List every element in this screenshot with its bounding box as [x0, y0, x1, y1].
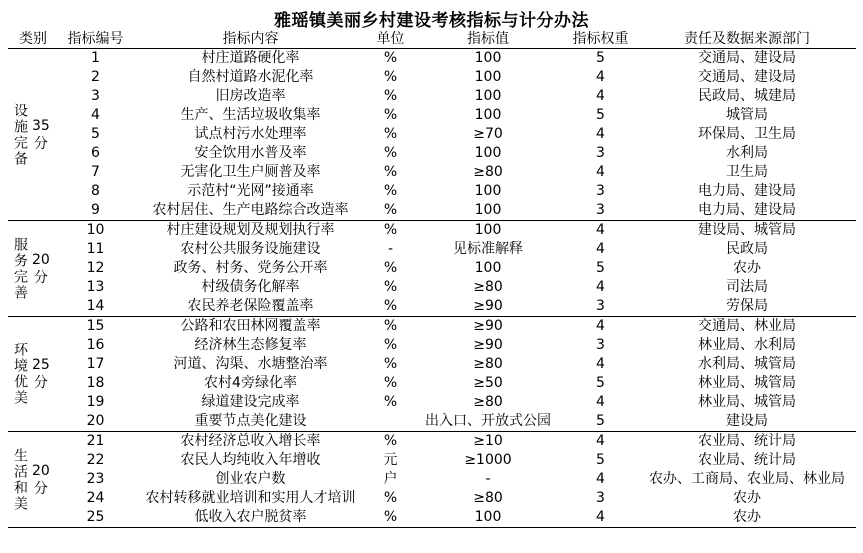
category-score-number: 35 — [32, 117, 50, 134]
header-unit: 单位 — [368, 28, 413, 49]
indicator-weight: 4 — [596, 222, 605, 238]
table-row — [8, 297, 856, 317]
indicator-weight: 3 — [596, 490, 605, 506]
indicator-value: 100 — [474, 260, 502, 276]
table-row — [8, 489, 856, 508]
indicator-value: 100 — [474, 183, 502, 199]
table-row — [8, 163, 856, 182]
category-label: 生活和美 — [12, 447, 28, 512]
indicator-number: 17 — [86, 356, 105, 372]
indicator-value: 100 — [474, 222, 502, 238]
responsible-department: 林业局、水利局 — [698, 337, 796, 353]
indicator-number: 14 — [58, 297, 133, 317]
indicator-value: 100 — [413, 508, 563, 528]
indicator-content: 低收入农户脱贫率 — [133, 508, 368, 528]
table-row — [8, 355, 856, 374]
indicator-unit: % — [383, 183, 398, 199]
indicator-unit: % — [383, 318, 398, 334]
indicator-number: 16 — [86, 337, 105, 353]
responsible-department: 交通局、林业局 — [698, 318, 796, 334]
indicator-weight: 4 — [596, 88, 605, 104]
indicator-unit: % — [383, 337, 398, 353]
indicator-unit: % — [383, 69, 398, 85]
indicator-number: 3 — [91, 88, 100, 104]
indicator-unit: % — [368, 201, 413, 221]
indicator-weight: 3 — [596, 337, 605, 353]
indicator-value: 100 — [474, 107, 502, 123]
category-cell — [8, 49, 58, 221]
category-cell — [8, 221, 58, 317]
indicator-weight: 4 — [596, 471, 605, 487]
indicator-content: 农民人均纯收入年增收 — [180, 452, 321, 468]
indicator-weight: 4 — [596, 279, 605, 295]
indicator-value: 100 — [474, 88, 502, 104]
indicator-content: 农民养老保险覆盖率 — [133, 297, 368, 317]
indicator-number: 9 — [58, 201, 133, 221]
table-row — [8, 182, 856, 201]
indicator-value: ≥90 — [473, 337, 503, 353]
indicator-number: 10 — [86, 222, 105, 238]
category-score-unit: 分 — [33, 269, 48, 286]
responsible-department: 农业局、统计局 — [698, 433, 796, 449]
responsible-department: 农办 — [733, 260, 761, 276]
indicator-value: ≥80 — [473, 279, 503, 295]
indicator-number: 21 — [86, 433, 105, 449]
indicator-unit: 户 — [383, 471, 398, 487]
table-row — [8, 221, 856, 241]
header-department: 责任及数据来源部门 — [638, 28, 856, 49]
indicator-weight: 5 — [596, 260, 605, 276]
table-row — [8, 374, 856, 393]
document-title: 雅瑶镇美丽乡村建设考核指标与计分办法 — [274, 11, 589, 31]
table-row — [8, 201, 856, 221]
indicator-weight: 4 — [596, 69, 605, 85]
header-weight: 指标权重 — [563, 28, 638, 49]
indicator-weight: 3 — [563, 297, 638, 317]
indicator-value: 100 — [474, 145, 502, 161]
indicator-weight: 5 — [596, 452, 605, 468]
indicator-content: 无害化卫生户厕普及率 — [180, 164, 321, 180]
header-value: 指标值 — [413, 28, 563, 49]
indicator-value: ≥90 — [413, 297, 563, 317]
indicator-content: 河道、沟渠、水塘整治率 — [173, 356, 328, 372]
responsible-department: 林业局、城管局 — [698, 375, 796, 391]
indicator-weight: 4 — [596, 318, 605, 334]
indicator-weight: 4 — [596, 241, 605, 257]
indicator-value: ≥90 — [473, 318, 503, 334]
indicator-number: 8 — [91, 183, 100, 199]
table-row — [8, 432, 856, 452]
indicator-value: ≥80 — [473, 356, 503, 372]
indicator-unit: % — [383, 394, 398, 410]
table-row — [8, 470, 856, 489]
category-score — [32, 251, 50, 287]
indicator-content: 经济林生态修复率 — [194, 337, 307, 353]
responsible-department: 民政局 — [726, 241, 768, 257]
indicator-weight: 4 — [596, 126, 605, 142]
table-row — [8, 508, 856, 528]
responsible-department: 水利局、城管局 — [698, 356, 796, 372]
table-row — [8, 278, 856, 297]
responsible-department: 民政局、城建局 — [698, 88, 796, 104]
table-row — [8, 240, 856, 259]
indicator-number: 11 — [86, 241, 105, 257]
category-cell — [8, 317, 58, 432]
indicator-number: 13 — [86, 279, 105, 295]
indicator-unit: % — [383, 88, 398, 104]
indicator-number: 19 — [86, 394, 105, 410]
responsible-department: 卫生局 — [726, 164, 768, 180]
indicator-content: 村庄建设规划及规划执行率 — [166, 222, 335, 238]
indicator-value: 出入口、开放式公园 — [413, 412, 563, 432]
table-row — [8, 259, 856, 278]
responsible-department: 建设局、城管局 — [698, 222, 796, 238]
responsible-department: 交通局、建设局 — [698, 50, 796, 66]
indicator-content: 农村转移就业培训和实用人才培训 — [145, 490, 356, 506]
indicator-unit: % — [383, 490, 398, 506]
category-score — [32, 462, 50, 498]
indicator-content: 安全饮用水普及率 — [194, 145, 307, 161]
indicator-weight: 4 — [596, 164, 605, 180]
indicator-unit: % — [383, 375, 398, 391]
indicator-content: 公路和农田林网覆盖率 — [180, 318, 321, 334]
indicator-number: 20 — [58, 412, 133, 432]
indicator-unit: % — [383, 107, 398, 123]
indicator-unit: % — [383, 260, 398, 276]
indicator-value: 100 — [474, 50, 502, 66]
indicator-content: 试点村污水处理率 — [194, 126, 307, 142]
indicator-content: 村级债务化解率 — [201, 279, 300, 295]
indicator-unit: % — [383, 50, 398, 66]
header-number: 指标编号 — [58, 28, 133, 49]
indicator-value: 100 — [474, 69, 502, 85]
indicator-number: 25 — [58, 508, 133, 528]
category-score-unit: 分 — [33, 135, 48, 152]
indicator-value: ≥1000 — [464, 452, 512, 468]
category-score-unit: 分 — [33, 375, 48, 391]
table-row — [8, 125, 856, 144]
table-row — [8, 336, 856, 355]
category-score-number: 20 — [32, 462, 50, 479]
indicator-content: 村庄道路硬化率 — [201, 50, 300, 66]
responsible-department: 城管局 — [726, 107, 768, 123]
category-label: 环境优美 — [12, 342, 28, 406]
responsible-department: 劳保局 — [638, 297, 856, 317]
indicator-content: 生产、生活垃圾收集率 — [180, 107, 321, 123]
indicator-weight: 5 — [596, 50, 605, 66]
indicator-value: ≥50 — [473, 375, 503, 391]
responsible-department: 农办、工商局、农业局、林业局 — [649, 471, 845, 487]
indicator-number: 1 — [91, 50, 100, 66]
indicator-content: 政务、村务、党务公开率 — [173, 260, 328, 276]
indicator-content: 自然村道路水泥化率 — [187, 69, 314, 85]
indicator-unit: % — [383, 356, 398, 372]
indicator-weight: 5 — [563, 412, 638, 432]
category-score-number: 20 — [32, 251, 50, 268]
responsible-department: 建设局 — [638, 412, 856, 432]
indicator-number: 24 — [86, 490, 105, 506]
indicator-number: 22 — [86, 452, 105, 468]
indicator-unit — [368, 412, 413, 432]
header-category: 类别 — [8, 28, 58, 49]
indicator-number: 5 — [91, 126, 100, 142]
indicator-value: 见标准解释 — [453, 241, 523, 257]
indicator-number: 15 — [86, 318, 105, 334]
indicator-value: 100 — [413, 201, 563, 221]
indicator-table — [8, 28, 856, 528]
header-row — [8, 28, 856, 49]
indicator-weight: 4 — [596, 394, 605, 410]
indicator-content: 农村公共服务设施建设 — [180, 241, 321, 257]
responsible-department: 水利局 — [726, 145, 768, 161]
table-row — [8, 412, 856, 432]
indicator-value: - — [485, 471, 491, 487]
table-row — [8, 49, 856, 69]
indicator-content: 绿道建设完成率 — [201, 394, 300, 410]
indicator-weight: 4 — [596, 356, 605, 372]
indicator-weight: 4 — [596, 433, 605, 449]
indicator-weight: 3 — [563, 201, 638, 221]
indicator-value: ≥10 — [473, 433, 503, 449]
responsible-department: 交通局、建设局 — [698, 69, 796, 85]
indicator-weight: 3 — [596, 145, 605, 161]
responsible-department: 环保局、卫生局 — [698, 126, 796, 142]
indicator-number: 7 — [91, 164, 100, 180]
indicator-value: ≥80 — [473, 164, 503, 180]
indicator-content: 农村4旁绿化率 — [204, 375, 297, 391]
indicator-weight: 4 — [563, 508, 638, 528]
table-row — [8, 317, 856, 337]
table-body — [8, 49, 856, 528]
indicator-content: 重要节点美化建设 — [133, 412, 368, 432]
table-row — [8, 393, 856, 412]
indicator-unit: % — [368, 508, 413, 528]
responsible-department: 电力局、建设局 — [638, 201, 856, 221]
category-score-number: 25 — [32, 357, 50, 373]
responsible-department: 农业局、统计局 — [698, 452, 796, 468]
indicator-value: ≥70 — [473, 126, 503, 142]
table-row — [8, 87, 856, 106]
category-score — [32, 117, 50, 153]
indicator-weight: 5 — [596, 375, 605, 391]
category-label: 服务完善 — [12, 236, 28, 301]
indicator-content: 旧房改造率 — [215, 88, 286, 104]
indicator-content: 创业农户数 — [215, 471, 286, 487]
indicator-weight: 5 — [596, 107, 605, 123]
category-score — [32, 356, 50, 392]
indicator-unit: % — [368, 297, 413, 317]
table-row — [8, 68, 856, 87]
indicator-value: ≥80 — [473, 394, 503, 410]
table-row — [8, 106, 856, 125]
indicator-number: 12 — [86, 260, 105, 276]
responsible-department: 农办 — [733, 490, 761, 506]
indicator-value: ≥80 — [473, 490, 503, 506]
indicator-number: 4 — [91, 107, 100, 123]
table-row — [8, 451, 856, 470]
responsible-department: 司法局 — [726, 279, 768, 295]
indicator-unit: % — [383, 126, 398, 142]
responsible-department: 林业局、城管局 — [698, 394, 796, 410]
indicator-unit: % — [383, 222, 398, 238]
category-score-unit: 分 — [33, 480, 48, 497]
category-cell — [8, 432, 58, 528]
category-label: 设施完备 — [12, 102, 28, 167]
indicator-weight: 3 — [596, 183, 605, 199]
table-row — [8, 144, 856, 163]
header-content: 指标内容 — [133, 28, 368, 49]
responsible-department: 电力局、建设局 — [698, 183, 796, 199]
indicator-unit: % — [383, 164, 398, 180]
indicator-unit: % — [383, 279, 398, 295]
indicator-number: 6 — [91, 145, 100, 161]
indicator-content: 农村居住、生产电路综合改造率 — [133, 201, 368, 221]
indicator-unit: 元 — [383, 452, 398, 468]
indicator-number: 2 — [91, 69, 100, 85]
indicator-number: 18 — [86, 375, 105, 391]
indicator-unit: % — [383, 145, 398, 161]
responsible-department: 农办 — [638, 508, 856, 528]
indicator-content: 示范村“光网”接通率 — [187, 183, 314, 199]
indicator-content: 农村经济总收入增长率 — [180, 433, 321, 449]
indicator-unit: % — [383, 433, 398, 449]
indicator-unit: - — [387, 241, 394, 257]
indicator-number: 23 — [86, 471, 105, 487]
